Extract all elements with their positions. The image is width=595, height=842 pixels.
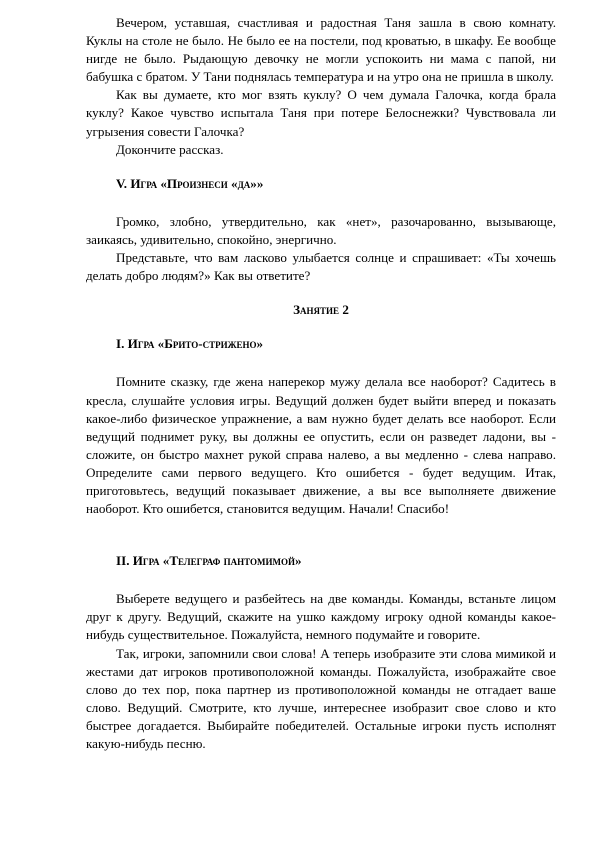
story-questions: Как вы думаете, кто мог взять куклу? О чем думала Галочка, когда брала куклу? Какое чувство испытала Таня при потере Белоснежки? Чувствовала ли угрызения совести Галочка? xyxy=(86,87,556,139)
game-2-heading: II. Игра «Телеграф пантомимой» xyxy=(116,553,302,569)
game-5-paragraph-1: Громко, злобно, утвердительно, как «нет», разочарованно, вызывающе, заикаясь, удивительно, спокойно, энергично. xyxy=(86,213,556,247)
story-task: Докончите рассказ. xyxy=(116,141,224,157)
game-2-paragraph-1: Выберете ведущего и разбейтесь на две команды. Команды, встаньте лицом друг к другу. Ведущий, скажите на ушко каждому игроку одной команды какое-нибудь существительное. Пожалуйста, немного подумайте и говорите. xyxy=(86,591,556,643)
game-1-paragraph-1: Помните сказку, где жена наперекор мужу делала все наоборот? Садитесь в кресла, слушайте условия игры. Ведущий должен будет выйти вперед и показать какое-либо физическое упражнение, а вам нужно будет делать все наоборот. Если ведущий поднимет руку, вы должны ее опустить, если он разведет ладони, вы - сложите, он быстро махнет рукой справа налево, а вы медленно - слева направо. Определите сами первого ведущего. Кто ошибется - будет ведущим. Итак, приготовьтесь, ведущий показывает движение, а вы все выполняете движение наоборот. Кто ошибется, становится ведущим. Начали! Спасибо! xyxy=(86,374,556,517)
game-5-paragraph-2: Представьте, что вам ласково улыбается солнце и спрашивает: «Ты хочешь делать добро людям?» Как вы ответите? xyxy=(86,250,556,284)
story-paragraph-1: Вечером, уставшая, счастливая и радостная Таня зашла в свою комнату. Куклы на столе не было. Не было ее на постели, под кроватью, в шкафу. Ее вообще нигде не было. Рыдающую девочку не могли успокоить ни мама с папой, ни бабушка с братом. У Тани поднялась температура и на утро она не пришла в школу. xyxy=(86,15,556,85)
game-2-paragraph-2: Так, игроки, запомнили свои слова! А теперь изобразите эти слова мимикой и жестами дат игроков противоположной команды. Пожалуйста, изображайте свое слово до тех пор, пока партнер из противоположной команды не отгадает ваше слово. Ведущий. Смотрите, кто лучше, интереснее изобразит свое слово и кто быстрее догадается. Выбирайте победителей. Остальные игроки пусть исполнят какую-нибудь песню. xyxy=(86,645,556,751)
game-5-heading: V. Игра «Произнеси «да»» xyxy=(116,175,264,191)
document-page xyxy=(86,14,556,753)
game-1-heading: I. Игра «Брито-стрижено» xyxy=(116,336,264,352)
lesson-title: Занятие 2 xyxy=(293,302,349,318)
